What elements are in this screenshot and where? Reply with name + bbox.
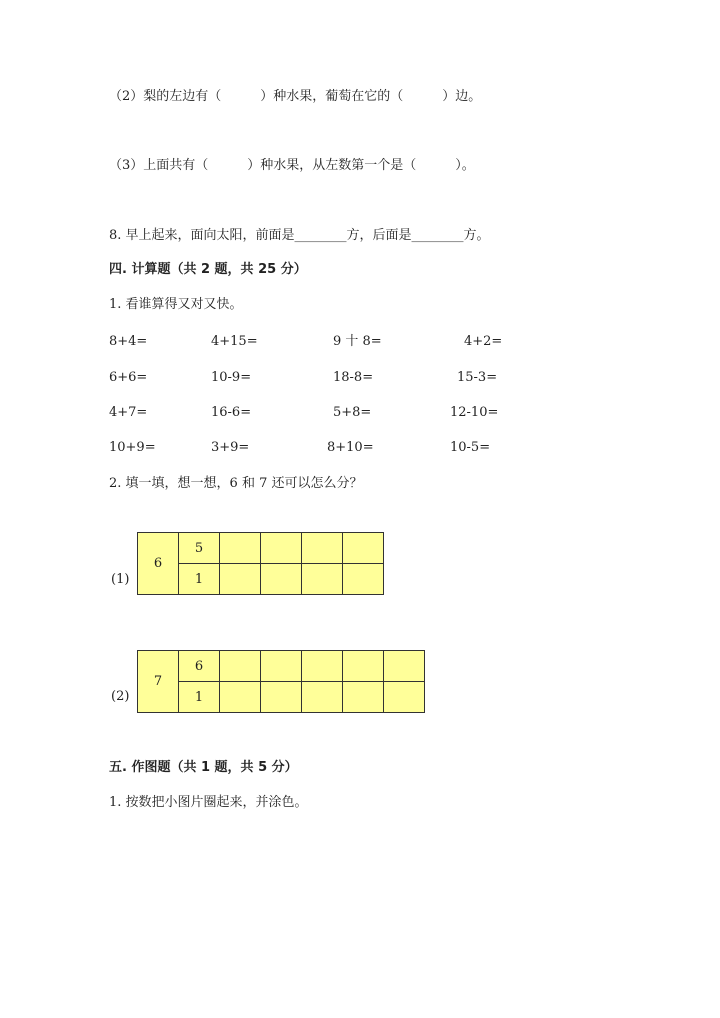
q7-part2: （2）梨的左边有（ ）种水果，葡萄在它的（ ）边。 bbox=[109, 89, 482, 104]
answer-cell[interactable] bbox=[343, 682, 384, 713]
section4-q1-title: 1. 看谁算得又对又快。 bbox=[109, 297, 243, 312]
q8-text: 8. 早上起来，面向太阳，前面是________方，后面是________方。 bbox=[109, 228, 490, 243]
calc-problem: 10-5= bbox=[450, 440, 491, 455]
calc-problem: 4+2= bbox=[464, 334, 503, 349]
answer-cell[interactable] bbox=[302, 651, 343, 682]
calc-problem: 4+7= bbox=[109, 405, 148, 420]
answer-cell[interactable] bbox=[302, 533, 343, 564]
answer-cell[interactable] bbox=[261, 533, 302, 564]
calc-problem: 16-6= bbox=[211, 405, 252, 420]
calc-problem: 15-3= bbox=[457, 370, 498, 385]
total-cell: 7 bbox=[138, 651, 179, 713]
answer-cell[interactable] bbox=[302, 564, 343, 595]
answer-cell[interactable] bbox=[220, 682, 261, 713]
answer-cell[interactable] bbox=[261, 682, 302, 713]
calc-problem: 6+6= bbox=[109, 370, 148, 385]
calc-problem: 5+8= bbox=[333, 405, 372, 420]
top-part-cell: 5 bbox=[179, 533, 220, 564]
bottom-part-cell: 1 bbox=[179, 682, 220, 713]
answer-cell[interactable] bbox=[220, 651, 261, 682]
answer-cell[interactable] bbox=[261, 564, 302, 595]
total-cell: 6 bbox=[138, 533, 179, 595]
answer-cell[interactable] bbox=[384, 682, 425, 713]
table1-label: (1) bbox=[111, 572, 130, 587]
section4-title: 四. 计算题（共 2 题，共 25 分） bbox=[109, 262, 307, 277]
calc-problem: 8+4= bbox=[109, 334, 148, 349]
calc-problem: 4+15= bbox=[211, 334, 258, 349]
answer-cell[interactable] bbox=[343, 564, 384, 595]
calc-problem: 18-8= bbox=[333, 370, 374, 385]
calc-problem: 12-10= bbox=[450, 405, 499, 420]
top-part-cell: 6 bbox=[179, 651, 220, 682]
section5-title: 五. 作图题（共 1 题，共 5 分） bbox=[109, 760, 298, 775]
section5-q1-title: 1. 按数把小图片圈起来，并涂色。 bbox=[109, 795, 308, 810]
calc-problem: 10+9= bbox=[109, 440, 156, 455]
answer-cell[interactable] bbox=[343, 533, 384, 564]
section4-q2-title: 2. 填一填，想一想，6 和 7 还可以怎么分？ bbox=[109, 476, 363, 491]
split-table-7 bbox=[137, 650, 425, 713]
answer-cell[interactable] bbox=[220, 533, 261, 564]
table2-label: (2) bbox=[111, 689, 130, 704]
answer-cell[interactable] bbox=[302, 682, 343, 713]
split-table-6 bbox=[137, 532, 384, 595]
answer-cell[interactable] bbox=[343, 651, 384, 682]
calc-problem: 3+9= bbox=[211, 440, 250, 455]
answer-cell[interactable] bbox=[384, 651, 425, 682]
answer-cell[interactable] bbox=[261, 651, 302, 682]
calc-problem: 9 十 8= bbox=[333, 334, 382, 349]
q7-part3: （3）上面共有（ ）种水果，从左数第一个是（ ）。 bbox=[109, 158, 475, 173]
calc-problem: 8+10= bbox=[327, 440, 374, 455]
calc-problem: 10-9= bbox=[211, 370, 252, 385]
bottom-part-cell: 1 bbox=[179, 564, 220, 595]
answer-cell[interactable] bbox=[220, 564, 261, 595]
